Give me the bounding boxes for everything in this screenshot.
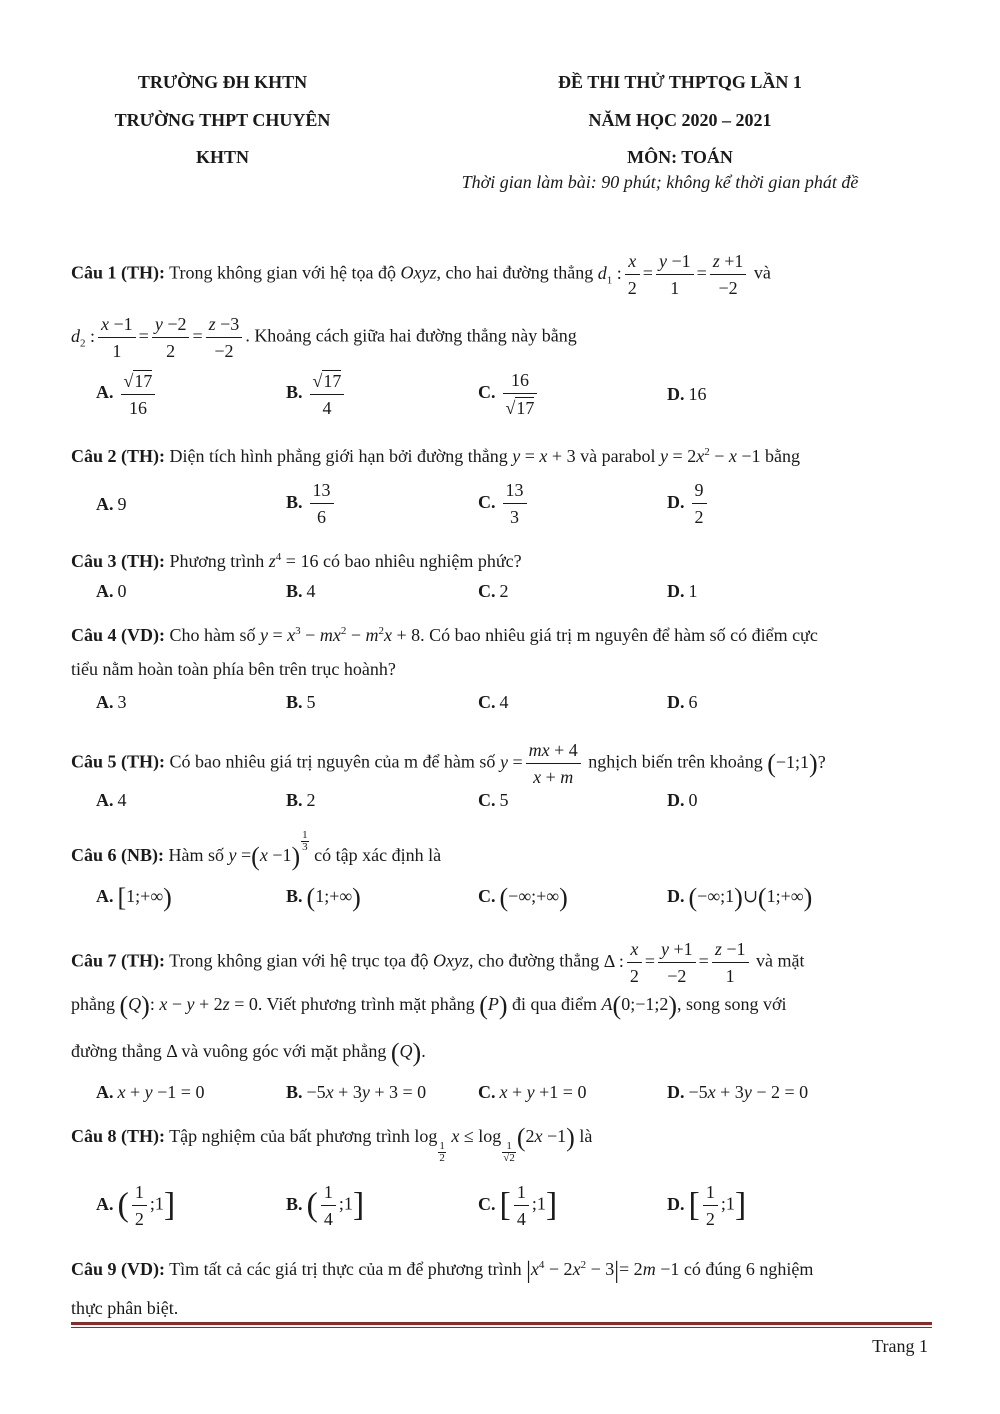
question-text: bằng bbox=[760, 446, 801, 466]
question-1-cont bbox=[71, 314, 931, 361]
question-4 bbox=[71, 620, 931, 646]
math-expr: $y = x^3 - mx^2 - m^2x + 8$. bbox=[260, 625, 425, 645]
question-3 bbox=[71, 546, 931, 572]
option-a[interactable]: A. 9 bbox=[96, 494, 127, 514]
option-c[interactable]: C. x + y +1 = 0 bbox=[478, 1082, 587, 1102]
math-expr: Δ : $\frac{x}{2}$ = $\frac{y +1}{-2}$ = $\frac{z -1}{1}$ bbox=[604, 951, 752, 971]
option-b[interactable]: B. 5 bbox=[286, 692, 316, 712]
math-expr: $d_1$ : $\frac{x}{2}$ = $\frac{y -1}{1}$ = $\frac{z +1}{-2}$ bbox=[598, 263, 750, 283]
option-c[interactable]: C. 5 bbox=[478, 790, 509, 810]
option-d[interactable]: D. 6 bbox=[667, 692, 698, 712]
question-label: Câu 8 (TH): bbox=[71, 1126, 165, 1146]
option-b[interactable]: B. 4 bbox=[286, 581, 316, 601]
exam-title: ĐỀ THI THỬ THPTQG LẦN 1 bbox=[558, 72, 802, 92]
question-7-cont2: đường thẳng Δ và vuông góc với mặt phẳng (Q). bbox=[71, 1037, 426, 1067]
question-1 bbox=[71, 251, 931, 298]
option-a[interactable]: A. x + y −1 = 0 bbox=[96, 1082, 205, 1102]
question-text: , cho hai đường thẳng bbox=[436, 262, 598, 283]
question-2 bbox=[71, 441, 931, 467]
option-b[interactable]: B. (1;+∞) bbox=[286, 883, 361, 912]
option-a[interactable]: A. $\frac{√17}{16}$ bbox=[96, 370, 158, 418]
option-c[interactable]: C. $\frac{16}{√17}$ bbox=[478, 370, 540, 418]
time-note: Thời gian làm bài: 90 phút; không kể thời gian phát đề bbox=[461, 172, 859, 192]
question-label: Câu 3 (TH): bbox=[71, 551, 165, 571]
option-d[interactable]: D. (−∞;1)∪(1;+∞) bbox=[667, 883, 813, 912]
exam-header bbox=[530, 64, 830, 177]
math-expr: Oxyz bbox=[400, 262, 437, 283]
question-4-cont: tiểu nằm hoàn toàn phía bên trên trục hoành? bbox=[71, 659, 396, 679]
math-expr: (−1;1)? bbox=[767, 748, 826, 778]
question-7 bbox=[71, 939, 931, 986]
math-expr: y = $\frac{mx + 4}{x + m}$ bbox=[500, 752, 584, 772]
option-c[interactable]: C. [ $\frac{1}{4}$ ;1] bbox=[478, 1182, 558, 1229]
math-expr: $z^4 = 16$ bbox=[268, 551, 319, 571]
math-expr: y = x + 3 bbox=[512, 446, 576, 466]
option-d[interactable]: D. −5x + 3y − 2 = 0 bbox=[667, 1082, 809, 1102]
question-text: Có bao nhiêu giá trị m nguyên để hàm số có điểm cực bbox=[424, 625, 818, 645]
option-a[interactable]: A. ( $\frac{1}{2}$ ;1] bbox=[96, 1182, 176, 1229]
question-label: Câu 7 (TH): bbox=[71, 950, 165, 971]
question-text: là bbox=[574, 1126, 593, 1146]
option-b[interactable]: B. ( $\frac{1}{4}$ ;1] bbox=[286, 1182, 365, 1229]
subject: MÔN: TOÁN bbox=[627, 147, 733, 167]
question-label: Câu 9 (VD): bbox=[71, 1259, 165, 1279]
option-c[interactable]: C. (−∞;+∞) bbox=[478, 883, 568, 912]
math-expr: Oxyz bbox=[433, 950, 469, 971]
option-c[interactable]: C. 2 bbox=[478, 581, 509, 601]
math-expr: Δ bbox=[166, 1041, 177, 1061]
question-7-cont: phẳng (Q): x − y + 2z = 0. Viết phương trình mặt phẳng (P) đi qua điểm A(0;−1;2), song song với bbox=[71, 990, 787, 1020]
question-label: Câu 4 (VD): bbox=[71, 625, 165, 645]
question-text: Trong không gian với hệ trục tọa độ bbox=[165, 950, 434, 971]
option-d[interactable]: D. $\frac{9}{2}$ bbox=[667, 480, 710, 527]
school-line-2: TRƯỜNG THPT CHUYÊN bbox=[114, 109, 331, 130]
school-year: NĂM HỌC 2020 – 2021 bbox=[588, 109, 772, 130]
question-label: Câu 5 (TH): bbox=[71, 751, 165, 772]
question-text: và parabol bbox=[575, 446, 661, 466]
page-number: Trang 1 bbox=[872, 1336, 928, 1356]
question-text: có tập xác định là bbox=[309, 845, 442, 866]
math-expr: $|x^4 - 2x^2 - 3|= 2m -1$ bbox=[526, 1257, 680, 1284]
question-text: nghịch biến trên khoảng bbox=[583, 751, 768, 772]
option-b[interactable]: B. −5x + 3y + 3 = 0 bbox=[286, 1082, 427, 1102]
school-line-1: TRƯỜNG ĐH KHTN bbox=[137, 72, 308, 92]
option-b[interactable]: B. 2 bbox=[286, 790, 316, 810]
question-6 bbox=[71, 829, 931, 871]
option-a[interactable]: A. [1;+∞) bbox=[96, 883, 172, 912]
question-text: Diện tích hình phẳng giới hạn bởi đường thẳng bbox=[165, 446, 513, 466]
question-label: Câu 6 (NB): bbox=[71, 845, 164, 866]
option-a[interactable]: A. 4 bbox=[96, 790, 127, 810]
option-d[interactable]: D. [ $\frac{1}{2}$ ;1] bbox=[667, 1182, 747, 1229]
option-a[interactable]: A. 0 bbox=[96, 581, 127, 601]
math-expr: $d_2$ : $\frac{x -1}{1}$ = $\frac{y -2}{2}$ = $\frac{z -3}{-2}$ bbox=[71, 326, 245, 346]
math-expr: (P) bbox=[479, 990, 508, 1020]
math-expr: log $_{\frac{1}{2}}$ x ≤ log $_{\frac{1}{√2}}$ (2x −1) bbox=[414, 1122, 575, 1164]
question-text: Cho hàm số bbox=[165, 625, 261, 645]
math-expr: (Q): x − y + 2z = 0. bbox=[119, 990, 263, 1020]
footer-divider-thin bbox=[71, 1327, 932, 1328]
question-9-cont: thực phân biệt. bbox=[71, 1298, 179, 1318]
question-text: Trong không gian với hệ tọa độ bbox=[165, 262, 401, 283]
option-c[interactable]: C. 4 bbox=[478, 692, 509, 712]
option-b[interactable]: B. $\frac{√17}{4}$ bbox=[286, 370, 347, 418]
question-5 bbox=[71, 740, 931, 787]
footer-divider bbox=[71, 1322, 932, 1325]
question-text: Phương trình bbox=[165, 551, 269, 571]
option-c[interactable]: C. $\frac{13}{3}$ bbox=[478, 480, 530, 527]
question-text: có đúng 6 nghiệm bbox=[679, 1259, 814, 1279]
math-expr: $y = 2x^2 - x -1$ bbox=[660, 446, 761, 466]
question-text: và mặt bbox=[751, 950, 805, 971]
question-text: Có bao nhiêu giá trị nguyên của m để hàm số bbox=[165, 751, 500, 772]
question-9 bbox=[71, 1254, 931, 1282]
question-text: , cho đường thẳng bbox=[469, 950, 604, 971]
option-a[interactable]: A. 3 bbox=[96, 692, 127, 712]
math-expr: A(0;−1;2), bbox=[601, 990, 682, 1020]
question-label: Câu 2 (TH): bbox=[71, 446, 165, 466]
question-text: và bbox=[749, 262, 771, 283]
math-expr: (Q). bbox=[390, 1037, 426, 1067]
math-expr: y =(x −1) $^{\frac{1}{3}}$ bbox=[228, 829, 308, 871]
question-text: . Khoảng cách giữa hai đường thẳng này bằng bbox=[245, 325, 577, 346]
question-text: Hàm số bbox=[164, 845, 229, 866]
option-d[interactable]: D. 0 bbox=[667, 790, 698, 810]
school-line-3: KHTN bbox=[195, 147, 249, 167]
school-header bbox=[100, 64, 345, 177]
question-text: Tìm tất cả các giá trị thực của m để phương trình bbox=[165, 1259, 527, 1279]
question-text: có bao nhiêu nghiệm phức? bbox=[318, 551, 522, 571]
question-label: Câu 1 (TH): bbox=[71, 262, 165, 283]
option-d[interactable]: D. 1 bbox=[667, 581, 698, 601]
question-8 bbox=[71, 1122, 931, 1164]
option-d[interactable]: D. 16 bbox=[667, 384, 707, 404]
question-text: Tập nghiệm của bất phương trình bbox=[165, 1126, 415, 1146]
option-b[interactable]: B. $\frac{13}{6}$ bbox=[286, 480, 337, 527]
